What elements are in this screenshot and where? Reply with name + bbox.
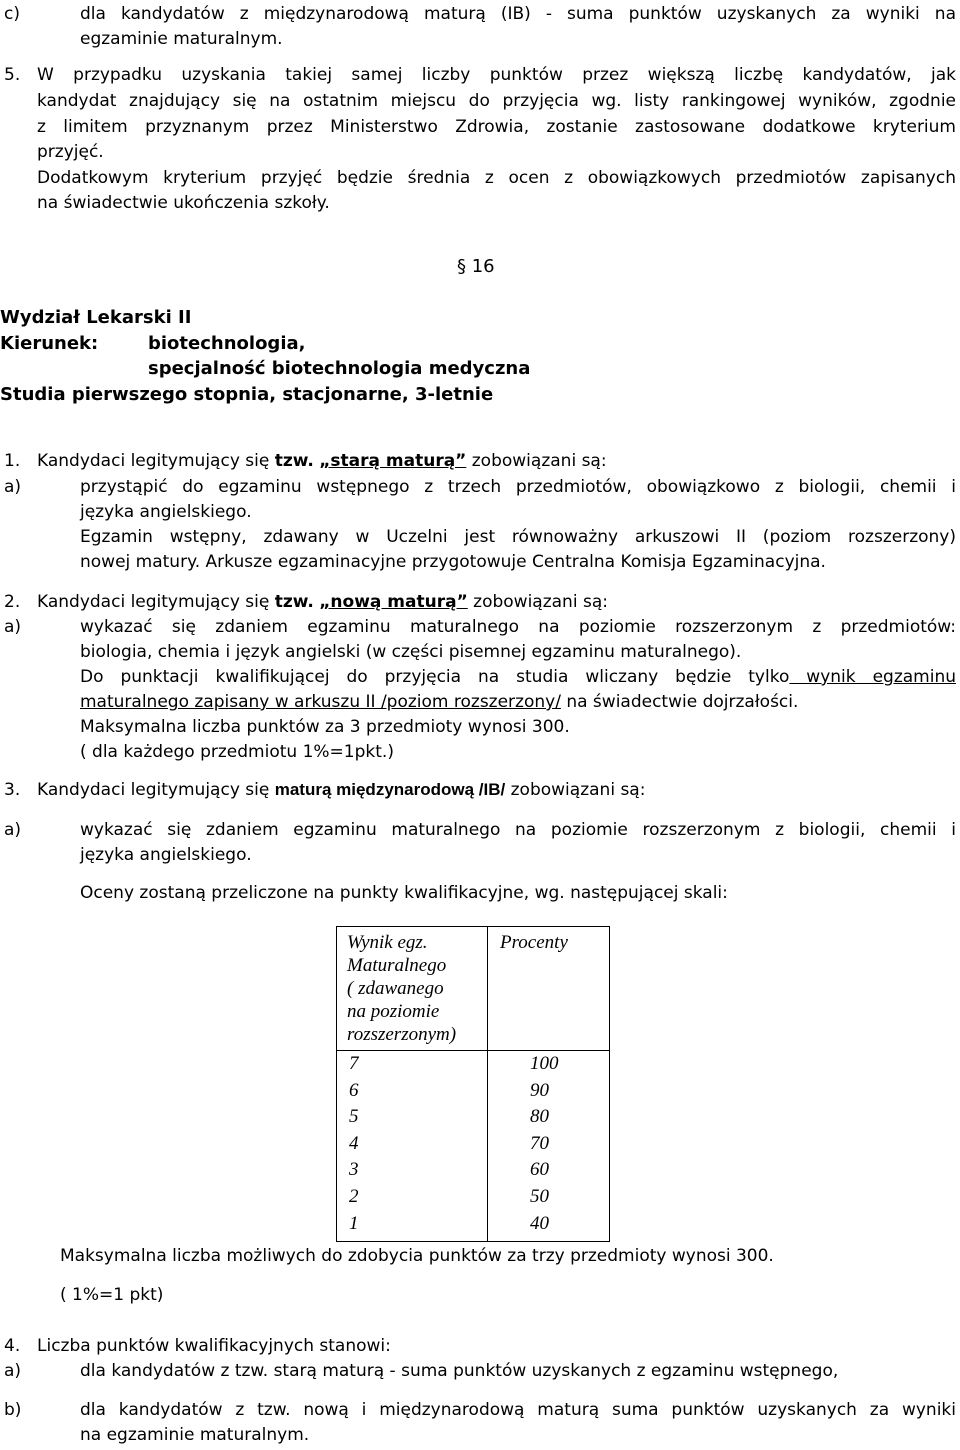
point4-a-marker: a) — [4, 1361, 22, 1381]
percent-value: 70 — [530, 1132, 549, 1154]
item-c-line1: dla kandydatów z międzynarodową maturą (IB) - suma punktów uzyskanych za wyniki na — [80, 4, 956, 24]
section-symbol: § 16 — [457, 256, 495, 277]
table-values-row — [337, 1051, 610, 1242]
percent-value: 50 — [530, 1185, 549, 1207]
table-header-row — [337, 927, 610, 1051]
point1-a-line4: nowej matury. Arkusze egzaminacyjne przygotowuje Centralna Komisja Egzaminacyjna. — [80, 552, 826, 572]
point3-marker: 3. — [4, 780, 21, 800]
percent-value: 40 — [530, 1212, 549, 1234]
point4-b-marker: b) — [4, 1400, 22, 1420]
point2-a-line2: biologia, chemia i język angielski (w części pisemnej egzaminu maturalnego). — [80, 642, 742, 662]
point4-b-line1: dla kandydatów z tzw. nową i międzynarodową maturą suma punktów uzyskanych za wyniki — [80, 1400, 956, 1420]
grade-value: 5 — [349, 1106, 359, 1128]
point1-heading: Kandydaci legitymujący się tzw. „starą maturą” zobowiązani są: — [37, 451, 607, 471]
point2-a-line4: maturalnego zapisany w arkuszu II /poziom rozszerzony/ na świadectwie dojrzałości. — [80, 692, 799, 712]
header-result-line: rozszerzonym) — [347, 1024, 457, 1045]
specialty: specjalność biotechnologia medyczna — [148, 358, 531, 379]
item5-line2: kandydat znajdujący się na ostatnim miejscu do przyjęcia wg. listy rankingowej wyników, zgodnie — [37, 91, 956, 111]
point3-a-marker: a) — [4, 820, 22, 840]
grade-value: 2 — [349, 1185, 359, 1207]
percent-value: 100 — [530, 1053, 559, 1074]
point4-heading: Liczba punktów kwalifikacyjnych stanowi: — [37, 1336, 391, 1356]
header-result-line: Wynik egz. — [347, 932, 428, 953]
percent-value: 90 — [530, 1079, 549, 1101]
point3-a-line1: wykazać się zdaniem egzaminu maturalnego na poziomie rozszerzonym z biologii, chemii i — [80, 820, 956, 840]
item-c-line2: egzaminie maturalnym. — [80, 29, 283, 49]
header-result-line: ( zdawanego — [347, 978, 444, 999]
percent-value: 60 — [530, 1159, 549, 1181]
item5-line6: na świadectwie ukończenia szkoły. — [37, 193, 330, 213]
point3-a-line2: języka angielskiego. — [80, 845, 252, 865]
point2-a-line3: Do punktacji kwalifikującej do przyjęcia na studia wliczany będzie tylko wynik egzaminu — [80, 667, 956, 687]
point3-heading: Kandydaci legitymujący się maturą międzynarodową /IB/ zobowiązani są: — [37, 780, 646, 800]
percent-cell — [488, 1051, 610, 1242]
point2-heading: Kandydaci legitymujący się tzw. „nową maturą” zobowiązani są: — [37, 592, 608, 612]
point4-b-line2: na egzaminie maturalnym. — [80, 1425, 310, 1445]
field-value: biotechnologia, — [148, 333, 306, 354]
item5-line5: Dodatkowym kryterium przyjęć będzie średnia z ocen z obowiązkowych przedmiotów zapisanych — [37, 168, 956, 188]
item5-line4: przyjęć. — [37, 142, 104, 162]
item5-line3: z limitem przyznanym przez Ministerstwo Zdrowia, zostanie zastosowane dodatkowe kryterium — [37, 117, 956, 137]
point1-a-line3: Egzamin wstępny, zdawany w Uczelni jest równoważny arkuszowi II (poziom rozszerzony) — [80, 527, 956, 547]
point2-a-line5: Maksymalna liczba punktów za 3 przedmioty wynosi 300. — [80, 717, 570, 737]
header-result-cell — [337, 927, 488, 1051]
point2-a-line1: wykazać się zdaniem egzaminu maturalnego na poziomie rozszerzonym z przedmiotów: — [80, 617, 956, 637]
field-label: Kierunek: — [0, 333, 99, 354]
item-c-marker: c) — [4, 4, 20, 24]
max-points-line: Maksymalna liczba możliwych do zdobycia punktów za trzy przedmioty wynosi 300. — [60, 1246, 774, 1266]
point2-a-marker: a) — [4, 617, 22, 637]
item5-line1: W przypadku uzyskania takiej samej liczby punktów przez większą liczbę kandydatów, jak — [37, 65, 956, 85]
item5-marker: 5. — [4, 65, 21, 85]
grade-cell — [337, 1051, 488, 1242]
ratio-line: ( 1%=1 pkt) — [60, 1285, 164, 1305]
point4-a-text: dla kandydatów z tzw. starą maturą - suma punktów uzyskanych z egzaminu wstępnego, — [80, 1361, 839, 1381]
percent-value: 80 — [530, 1106, 549, 1128]
header-result-line: Maturalnego — [347, 955, 447, 976]
faculty-name: Wydział Lekarski II — [0, 307, 192, 328]
conversion-table — [336, 926, 610, 1242]
point2-marker: 2. — [4, 592, 21, 612]
header-percent-cell: Procenty — [488, 927, 610, 1051]
grade-value: 1 — [349, 1212, 359, 1234]
point2-a-line6: ( dla każdego przedmiotu 1%=1pkt.) — [80, 742, 394, 762]
point1-a-marker: a) — [4, 477, 22, 497]
header-result-line: na poziomie — [347, 1001, 440, 1022]
point1-marker: 1. — [4, 451, 21, 471]
point1-a-line1: przystąpić do egzaminu wstępnego z trzech przedmiotów, obowiązkowo z biologii, chemii i — [80, 477, 956, 497]
point1-a-line2: języka angielskiego. — [80, 502, 252, 522]
point4-marker: 4. — [4, 1336, 21, 1356]
study-type: Studia pierwszego stopnia, stacjonarne, 3-letnie — [0, 384, 494, 405]
grade-value: 4 — [349, 1132, 359, 1154]
grade-value: 7 — [349, 1053, 359, 1074]
grade-value: 3 — [349, 1159, 359, 1181]
grade-value: 6 — [349, 1079, 359, 1101]
scale-intro: Oceny zostaną przeliczone na punkty kwalifikacyjne, wg. następującej skali: — [80, 883, 728, 903]
